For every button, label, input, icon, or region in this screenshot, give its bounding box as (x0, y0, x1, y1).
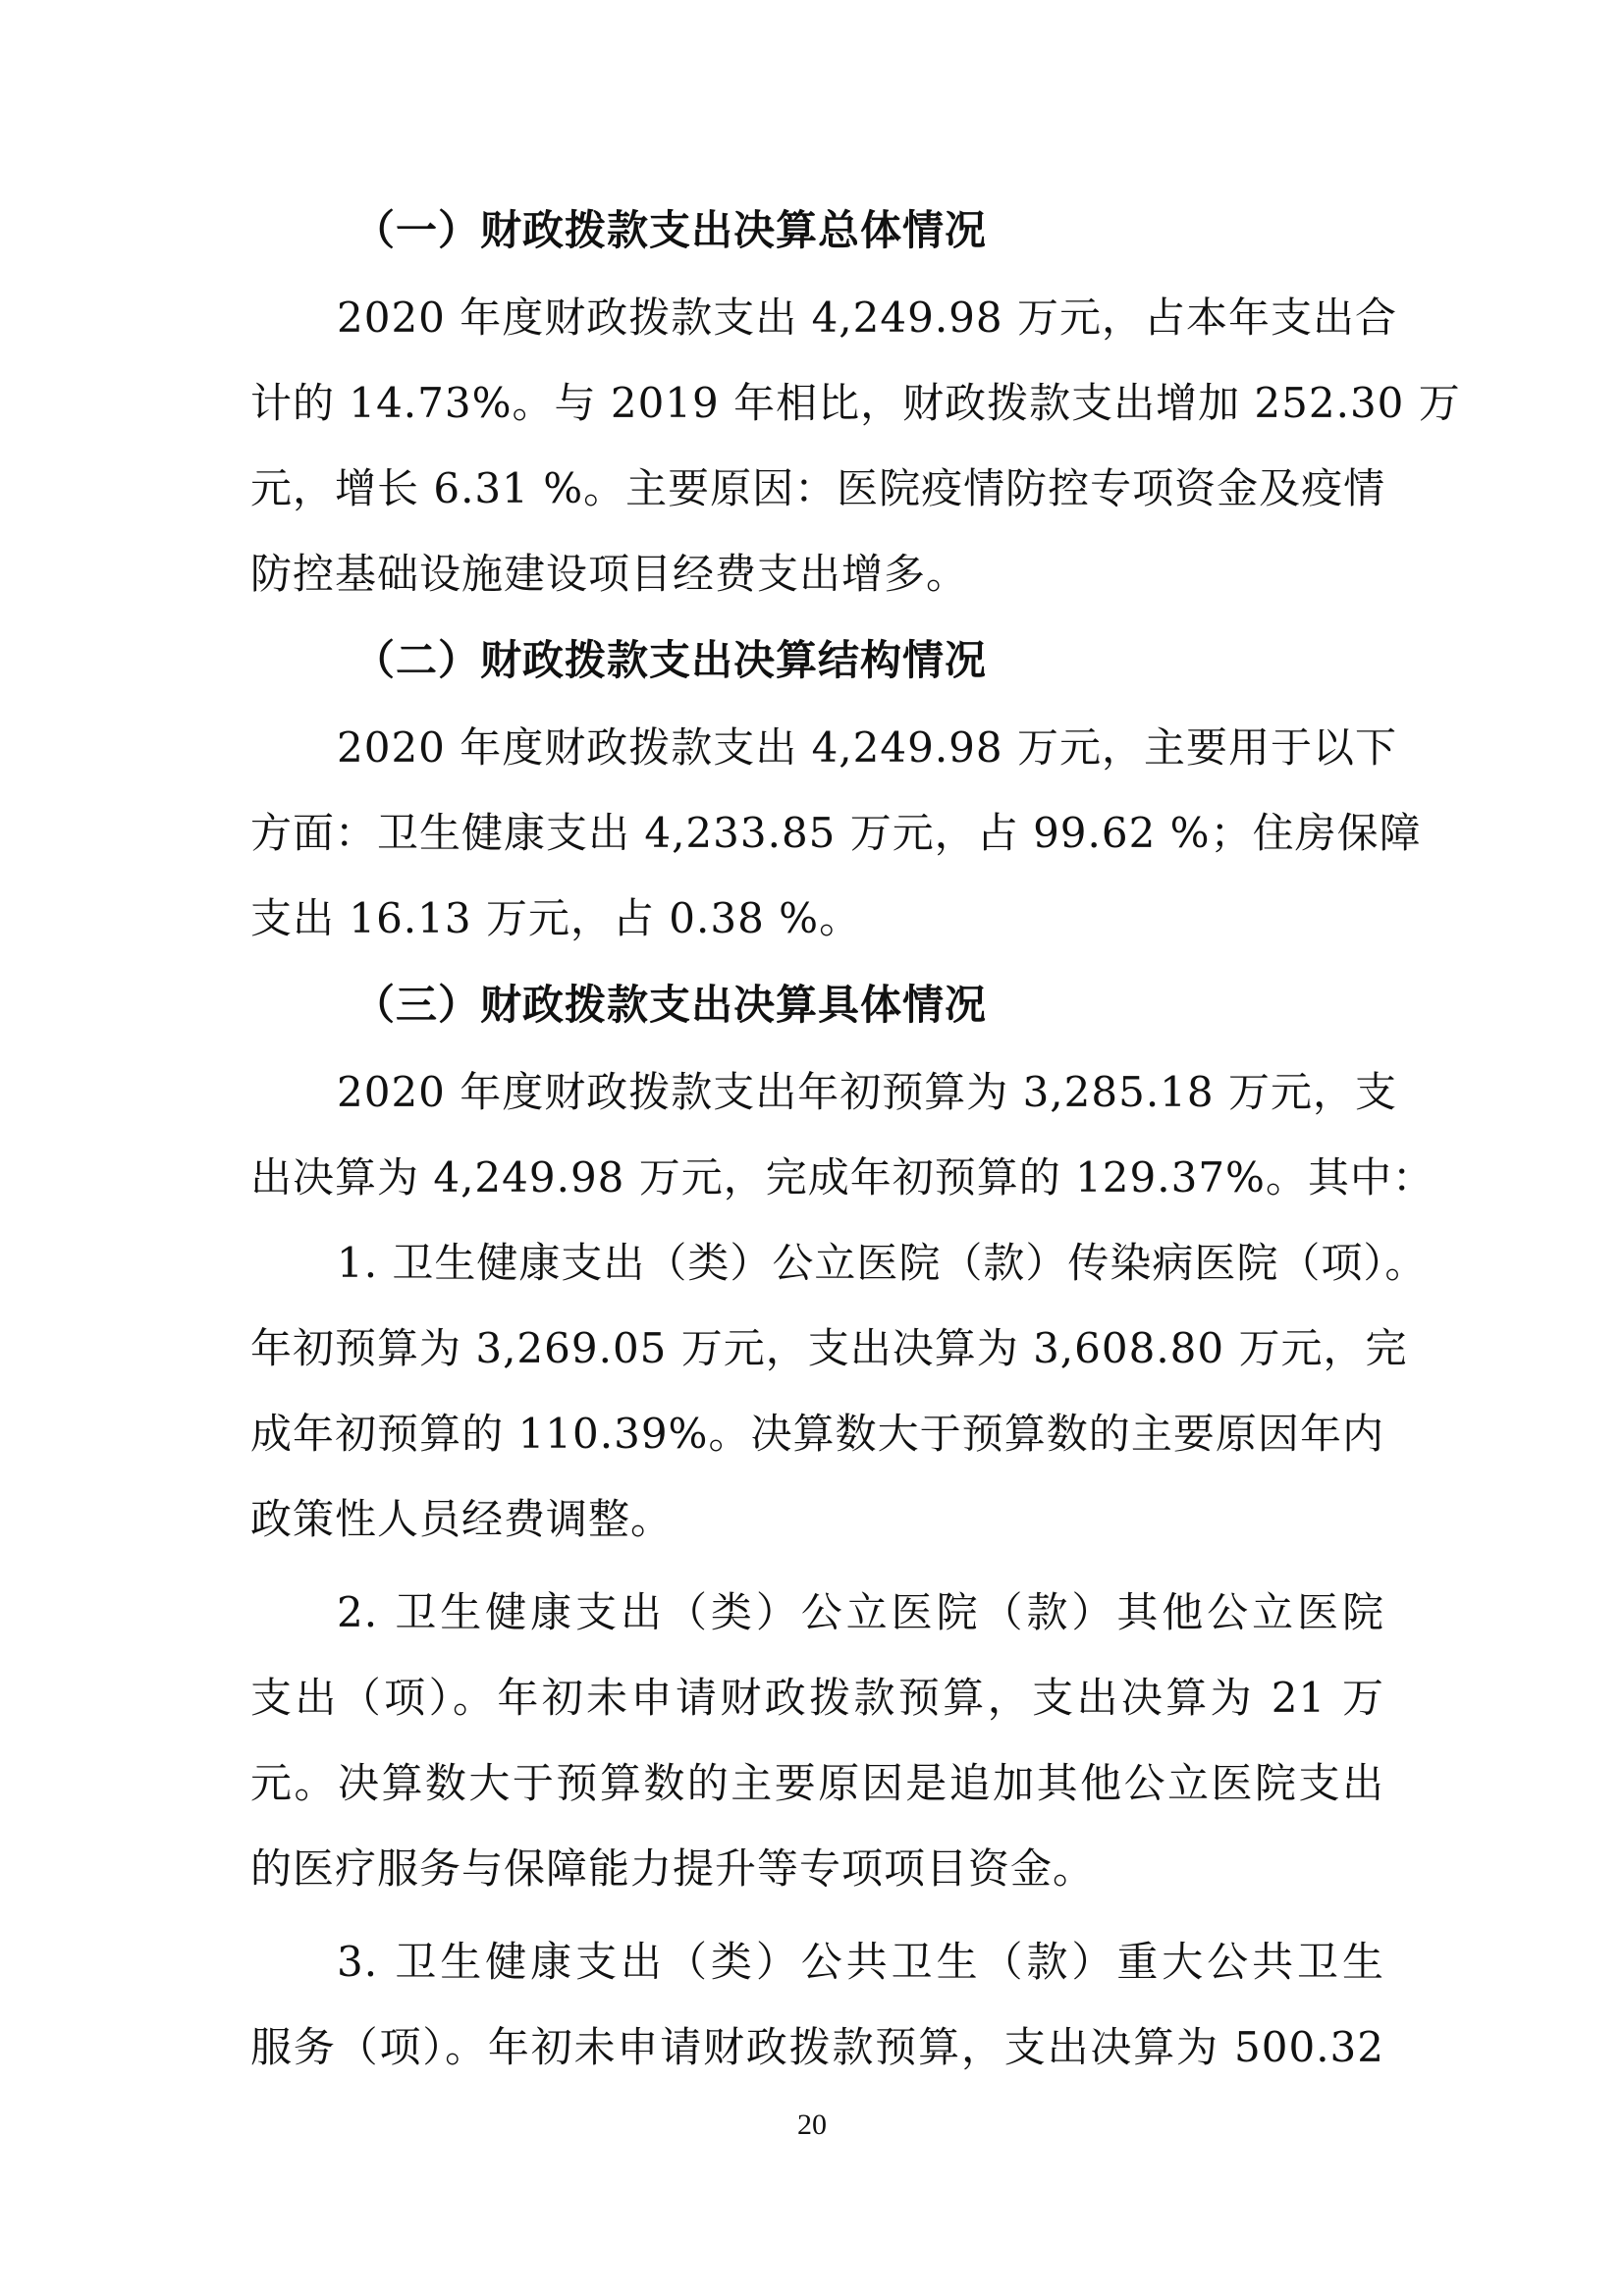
paragraph-line: 的医疗服务与保障能力提升等专项项目资金。 (250, 1844, 1096, 1893)
paragraph-line: 方面：卫生健康支出 4,233.85 万元，占 99.62 %；住房保障 (250, 809, 1422, 857)
paragraph-line: 元。决算数大于预算数的主要原因是追加其他公立医院支出 (250, 1759, 1384, 1807)
paragraph-line: 2020 年度财政拨款支出年初预算为 3,285.18 万元，支 (337, 1068, 1397, 1116)
paragraph-line: 元，增长 6.31 %。主要原因：医院疫情防控专项资金及疫情 (250, 464, 1386, 512)
list-item-3 (250, 1919, 1384, 2090)
paragraph-line: 计的 14.73%。与 2019 年相比，财政拨款支出增加 252.30 万 (250, 379, 1461, 427)
paragraph-line: 2. 卫生健康支出（类）公立医院（款）其他公立医院 (337, 1588, 1384, 1636)
paragraph-line: 支出 16.13 万元，占 0.38 %。 (250, 894, 862, 942)
paragraph-line: 政策性人员经费调整。 (250, 1495, 674, 1543)
section-paragraph-1 (250, 275, 1461, 616)
paragraph-line: 1. 卫生健康支出（类）公立医院（款）传染病医院（项）。 (337, 1239, 1428, 1287)
paragraph-line: 防控基础设施建设项目经费支出增多。 (250, 550, 969, 598)
spacer (250, 1562, 1384, 1570)
section-heading-1: （一）财政拨款支出决算总体情况 (353, 206, 988, 254)
section-paragraph-2 (250, 705, 1422, 961)
spacer (250, 1911, 1384, 1919)
section-heading-3: （三）财政拨款支出决算具体情况 (353, 981, 988, 1029)
section-heading-2: （二）财政拨款支出决算结构情况 (353, 636, 988, 684)
page-number: 20 (797, 2109, 827, 2141)
paragraph-line: 年初预算为 3,269.05 万元，支出决算为 3,608.80 万元，完 (250, 1324, 1408, 1372)
paragraph-line: 支出（项）。年初未申请财政拨款预算，支出决算为 21 万 (250, 1674, 1384, 1722)
paragraph-line: 2020 年度财政拨款支出 4,249.98 万元，占本年支出合 (337, 294, 1397, 342)
paragraph-line: 服务（项）。年初未申请财政拨款预算，支出决算为 500.32 (250, 2023, 1384, 2071)
section-paragraph-3 (250, 1049, 1435, 1220)
document-body (250, 187, 1461, 2090)
paragraph-line: 3. 卫生健康支出（类）公共卫生（款）重大公共卫生 (337, 1938, 1384, 1986)
paragraph-line: 成年初预算的 110.39%。决算数大于预算数的主要原因年内 (250, 1410, 1384, 1458)
list-item-1 (250, 1220, 1428, 1562)
paragraph-line: 出决算为 4,249.98 万元，完成年初预算的 129.37%。其中： (250, 1153, 1435, 1201)
paragraph-line: 2020 年度财政拨款支出 4,249.98 万元，主要用于以下 (337, 723, 1397, 772)
list-item-2 (250, 1570, 1384, 1911)
